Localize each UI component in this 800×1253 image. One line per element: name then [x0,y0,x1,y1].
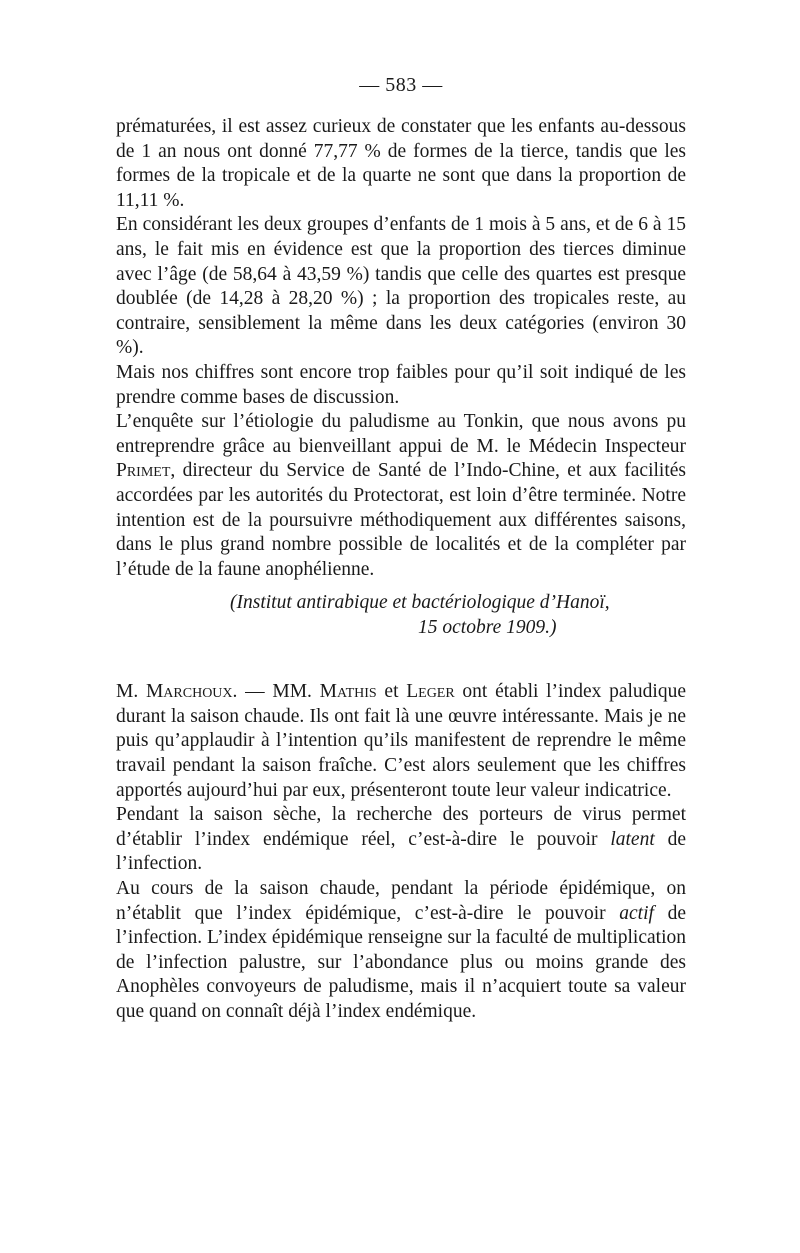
paragraph-enquete [116,410,686,582]
marchoux-dash: . — MM. [232,681,320,703]
seche-after: de l’infection. [116,828,686,875]
marchoux-prefix: M. [116,681,146,703]
page-number: — 583 — [359,74,443,96]
paragraph-groups: En considérant les deux groupes d’enfants de 1 mois à 5 ans, et de 6 à 15 ans, le fait mis en évidence est que la proportion des tierces diminue avec l’âge (de 58,64 à 43,59 %) tandis que celle des quartes est presque doublée (de 14,28 à 28,20 %) ; la proportion des tropicales reste, au contraire, sensiblement la même dans les deux catégories (environ 30 %). [116,214,686,359]
paragraph-saison-chaude [116,877,686,1025]
enquete-text-before: L’enquête sur l’étiologie du paludisme au Tonkin, que nous avons pu entreprendre grâce au bienveillant appui de M. le Médecin Inspecteur [116,411,686,457]
signature-institution: (Institut antirabique et bactériologique d’Hanoï, [230,592,610,614]
marchoux-rest: ont établi l’index paludique durant la saison chaude. Ils ont fait là une œuvre intéressante. Mais je ne puis qu’applaudir à l’intention qu’ils manifestent de reprendre le même travail pendant la saison fraîche. C’est alors seulement que les chiffres apportés aujourd’hui par eux, présenteront toute leur valeur indicatrice. [116,681,686,801]
institution-signature [116,590,686,640]
speaker-marchoux: Marchoux [145,681,233,703]
signature-date: 15 octobre 1909.) [418,617,557,639]
paragraph-premature: prématurées, il est assez curieux de constater que les enfants au-dessous de 1 an nous ont donné 77,77 % de formes de la tierce, tandis que les formes de la tropicale et de la quarte ne sont que dans la proportion de 11,11 %. [116,116,686,211]
section-spacer [116,640,686,680]
enquete-text-after: , directeur du Service de Santé de l’Indo-Chine, et aux facilités accordées par les autorités du Protectorat, est loin d’être terminée. Notre intention est de la poursuivre méthodiquement aux différentes saisons, dans le plus grand nombre possible de localités et de la compléter par l’étude de la faune anophélienne. [116,460,686,580]
chaude-after: de l’infection. L’index épidémique renseigne sur la faculté de multiplication de l’infection palustre, sur l’abondance plus ou moins grande des Anophèles convoyeurs de paludisme, mais il n’acquiert toute sa valeur que quand on connaît déjà l’index endémique. [116,902,686,1022]
name-mathis: Mathis [319,681,377,703]
paragraph-saison-seche [116,803,686,877]
name-leger: Leger [406,681,455,703]
seche-before: Pendant la saison sèche, la recherche des porteurs de virus permet d’établir l’index endémique réel, c’est-à-dire le pouvoir [116,804,686,850]
word-actif: actif [619,902,654,924]
paragraph-figures: Mais nos chiffres sont encore trop faibles pour qu’il soit indiqué de les prendre comme bases de discussion. [116,361,686,408]
paragraph-marchoux [116,680,686,803]
word-latent: latent [610,828,655,850]
chaude-before: Au cours de la saison chaude, pendant la période épidémique, on n’établit que l’index épidémique, c’est-à-dire le pouvoir [116,878,686,924]
page-content [116,74,686,1025]
marchoux-and: et [376,681,407,703]
name-primet: Primet [116,460,171,482]
